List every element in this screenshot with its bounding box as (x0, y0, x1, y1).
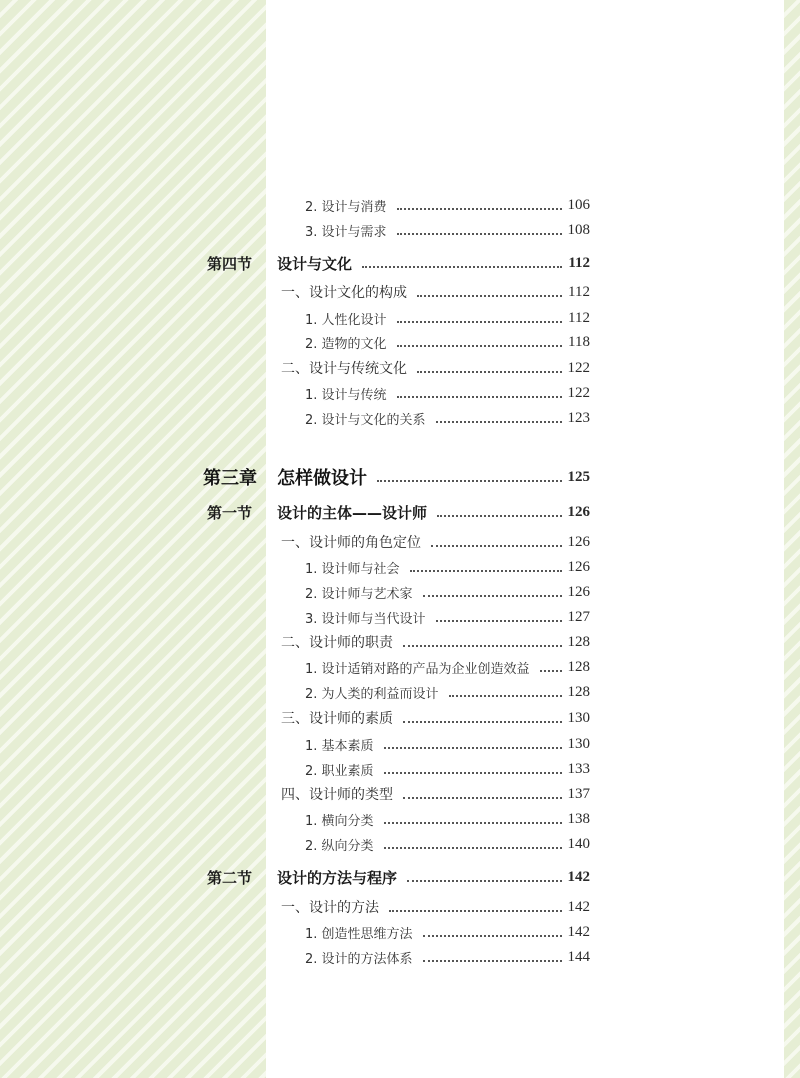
dot-leader (449, 695, 562, 697)
toc-entry-page-number: 108 (567, 221, 590, 238)
dot-leader (397, 233, 562, 235)
toc-entry-title: 1. 人性化设计 (305, 312, 387, 328)
toc-entry-page-number: 128 (567, 633, 590, 650)
toc-entry-title: 一、设计文化的构成 (281, 285, 407, 301)
toc-entry-page-number: 122 (567, 384, 590, 401)
toc-entry-item[interactable] (0, 331, 590, 353)
toc-entry-title: 2. 设计师与艺术家 (305, 586, 413, 602)
toc-entry-title: 2. 设计的方法体系 (305, 951, 413, 967)
dot-leader (407, 880, 561, 882)
dot-leader (436, 421, 562, 423)
dot-leader (397, 396, 562, 398)
toc-entry-page-number: 112 (568, 254, 590, 271)
toc-entry-sub[interactable] (0, 357, 590, 379)
dot-leader (423, 960, 562, 962)
toc-entry-sub[interactable] (0, 531, 590, 553)
toc-entry-title: 三、设计师的素质 (281, 711, 393, 727)
toc-entry-sub[interactable] (0, 896, 590, 918)
dot-leader (377, 480, 562, 482)
toc-entry-page-number: 142 (567, 898, 590, 915)
toc-entry-item[interactable] (0, 382, 590, 404)
toc-entry-page-number: 142 (567, 868, 590, 885)
toc-entry-page-number: 126 (567, 583, 590, 600)
toc-entry-page-number: 112 (568, 283, 590, 300)
dot-leader (437, 515, 561, 517)
toc-entry-sub[interactable] (0, 783, 590, 805)
toc-entry-title: 1. 创造性思维方法 (305, 926, 413, 942)
toc-entry-item[interactable] (0, 194, 590, 216)
section-number-label: 第四节 (207, 254, 253, 273)
toc-entry-title: 1. 设计师与社会 (305, 561, 400, 577)
toc-entry-item[interactable] (0, 581, 590, 603)
toc-entry-title: 1. 设计适销对路的产品为企业创造效益 (305, 661, 530, 677)
dot-leader (397, 345, 563, 347)
dot-leader (417, 371, 562, 373)
toc-entry-title: 一、设计的方法 (281, 900, 379, 916)
toc-entry-page-number: 128 (567, 683, 590, 700)
toc-entry-chapter[interactable] (0, 464, 590, 490)
toc-entry-title: 二、设计师的职责 (281, 635, 393, 651)
toc-entry-page-number: 128 (567, 658, 590, 675)
toc-entry-title: 1. 横向分类 (305, 813, 374, 829)
dot-leader (384, 822, 562, 824)
toc-entry-sub[interactable] (0, 631, 590, 653)
toc-entry-item[interactable] (0, 921, 590, 943)
dot-leader (403, 797, 562, 799)
toc-entry-item[interactable] (0, 556, 590, 578)
toc-entry-page-number: 126 (567, 558, 590, 575)
toc-entry-item[interactable] (0, 833, 590, 855)
toc-entry-title: 设计的主体——设计师 (277, 503, 428, 522)
toc-entry-title: 四、设计师的类型 (281, 787, 393, 803)
dot-leader (403, 721, 562, 723)
toc-entry-page-number: 133 (567, 760, 590, 777)
toc-entry-section[interactable] (0, 866, 590, 888)
toc-entry-page-number: 130 (567, 735, 590, 752)
toc-entry-title: 设计与文化 (277, 254, 353, 273)
toc-entry-page-number: 126 (567, 533, 590, 550)
toc-entry-title: 2. 职业素质 (305, 763, 374, 779)
toc-entry-item[interactable] (0, 407, 590, 429)
dot-leader (417, 295, 562, 297)
toc-entry-page-number: 140 (567, 835, 590, 852)
dot-leader (384, 847, 562, 849)
toc-entry-item[interactable] (0, 606, 590, 628)
toc-entry-item[interactable] (0, 219, 590, 241)
dot-leader (403, 645, 562, 647)
toc-entry-page-number: 125 (567, 468, 590, 485)
toc-entry-item[interactable] (0, 758, 590, 780)
dot-leader (362, 266, 562, 268)
toc-entry-section[interactable] (0, 252, 590, 274)
toc-entry-title: 1. 基本素质 (305, 738, 374, 754)
toc-entry-item[interactable] (0, 808, 590, 830)
toc-entry-item[interactable] (0, 307, 590, 329)
dot-leader (540, 670, 562, 672)
toc-entry-title: 二、设计与传统文化 (281, 361, 407, 377)
toc-entry-item[interactable] (0, 733, 590, 755)
dot-leader (436, 620, 562, 622)
toc-entry-sub[interactable] (0, 281, 590, 303)
section-number-label: 第二节 (207, 868, 253, 887)
toc-entry-page-number: 126 (567, 503, 590, 520)
toc-entry-page-number: 123 (567, 409, 590, 426)
dot-leader (423, 935, 562, 937)
toc-entry-title: 一、设计师的角色定位 (281, 535, 421, 551)
chapter-number-label: 第三章 (203, 468, 257, 489)
toc-entry-sub[interactable] (0, 707, 590, 729)
toc-entry-page-number: 138 (567, 810, 590, 827)
toc-entry-title: 2. 设计与消费 (305, 199, 387, 215)
toc-entry-page-number: 142 (567, 923, 590, 940)
toc-entry-title: 1. 设计与传统 (305, 387, 387, 403)
toc-entry-title: 2. 造物的文化 (305, 336, 387, 352)
section-number-label: 第一节 (207, 503, 253, 522)
toc-entry-page-number: 118 (568, 333, 590, 350)
toc-entry-title: 设计的方法与程序 (277, 868, 398, 887)
toc-entry-page-number: 127 (567, 608, 590, 625)
toc-entry-title: 2. 纵向分类 (305, 838, 374, 854)
toc-entry-page-number: 130 (567, 709, 590, 726)
toc-entry-page-number: 112 (568, 309, 590, 326)
toc-entry-title: 3. 设计师与当代设计 (305, 611, 426, 627)
toc-entry-item[interactable] (0, 946, 590, 968)
dot-leader (397, 208, 562, 210)
dot-leader (384, 772, 562, 774)
toc-entry-page-number: 144 (567, 948, 590, 965)
toc-entry-item[interactable] (0, 656, 590, 678)
toc-entry-page-number: 137 (567, 785, 590, 802)
toc-entry-page-number: 122 (567, 359, 590, 376)
dot-leader (423, 595, 562, 597)
toc-entry-title: 2. 为人类的利益而设计 (305, 686, 439, 702)
toc-entry-item[interactable] (0, 681, 590, 703)
dot-leader (389, 910, 562, 912)
dot-leader (397, 321, 563, 323)
toc-entry-page-number: 106 (567, 196, 590, 213)
toc-entry-title: 2. 设计与文化的关系 (305, 412, 426, 428)
dot-leader (431, 545, 562, 547)
dot-leader (410, 570, 562, 572)
dot-leader (384, 747, 562, 749)
toc-entry-title: 怎样做设计 (277, 468, 367, 489)
toc-entry-section[interactable] (0, 501, 590, 523)
toc-entry-title: 3. 设计与需求 (305, 224, 387, 240)
